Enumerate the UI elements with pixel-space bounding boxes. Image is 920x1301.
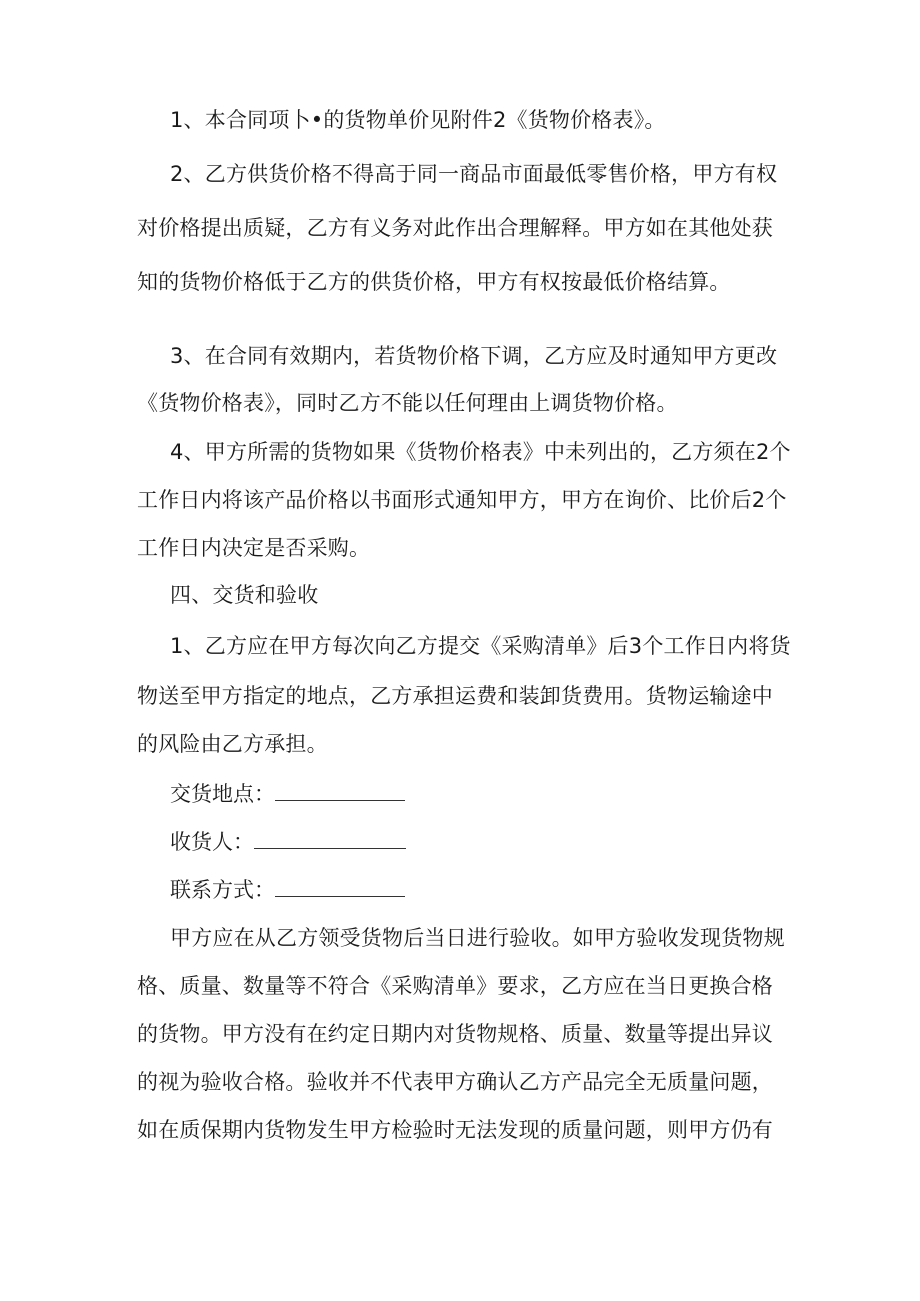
- receiver-field: [170, 829, 406, 855]
- paragraph-4-line-2: 工作日内将该产品价格以书面形式通知甲方，甲方在询价、比价后2个: [137, 488, 787, 512]
- paragraph-5-line-2: 物送至甲方指定的地点，乙方承担运费和装卸货费用。货物运输途中: [137, 684, 773, 708]
- paragraph-4-line-1: 4、甲方所需的货物如果《货物价格表》中未列出的，乙方须在2个: [170, 440, 791, 464]
- section-heading: 四、交货和验收: [170, 583, 319, 607]
- contact-field: [170, 877, 405, 903]
- receiver-label: 收货人：: [170, 830, 254, 854]
- paragraph-1-line-1: 1、本合同项卜•的货物单价见附件2《货物价格表》。: [170, 108, 666, 132]
- paragraph-6-line-4: 的视为验收合格。验收并不代表甲方确认乙方产品完全无质量问题，: [137, 1070, 773, 1094]
- receiver-blank: [254, 830, 406, 849]
- paragraph-2-line-1: 2、乙方供货价格不得高于同一商品市面最低零售价格，甲方有权: [170, 162, 778, 186]
- paragraph-5-line-3: 的风险由乙方承担。: [137, 732, 328, 756]
- delivery-location-blank: [275, 782, 405, 801]
- delivery-location-label: 交货地点：: [170, 782, 275, 806]
- paragraph-6-line-2: 格、质量、数量等不符合《采购清单》要求，乙方应在当日更换合格: [137, 974, 773, 998]
- paragraph-6-line-3: 的货物。甲方没有在约定日期内对货物规格、质量、数量等提出异议: [137, 1022, 773, 1046]
- paragraph-3-line-1: 3、在合同有效期内，若货物价格下调，乙方应及时通知甲方更改: [170, 344, 778, 368]
- delivery-location-field: [170, 781, 405, 807]
- contact-label: 联系方式：: [170, 878, 275, 902]
- paragraph-3-line-2: 《货物价格表》，同时乙方不能以任何理由上调货物价格。: [137, 391, 678, 415]
- paragraph-5-line-1: 1、乙方应在甲方每次向乙方提交《采购清单》后3个工作日内将货: [170, 634, 791, 658]
- paragraph-2-line-2: 对价格提出质疑，乙方有义务对此作出合理解释。甲方如在其他处获: [137, 216, 773, 240]
- paragraph-2-line-3: 知的货物价格低于乙方的供货价格，甲方有权按最低价格结算。: [137, 270, 731, 294]
- paragraph-4-line-3: 工作日内决定是否采购。: [137, 536, 371, 560]
- paragraph-6-line-5: 如在质保期内货物发生甲方检验时无法发现的质量问题，则甲方仍有: [137, 1118, 773, 1142]
- contact-blank: [275, 878, 405, 897]
- paragraph-6-line-1: 甲方应在从乙方领受货物后当日进行验收。如甲方验收发现货物规: [170, 926, 785, 950]
